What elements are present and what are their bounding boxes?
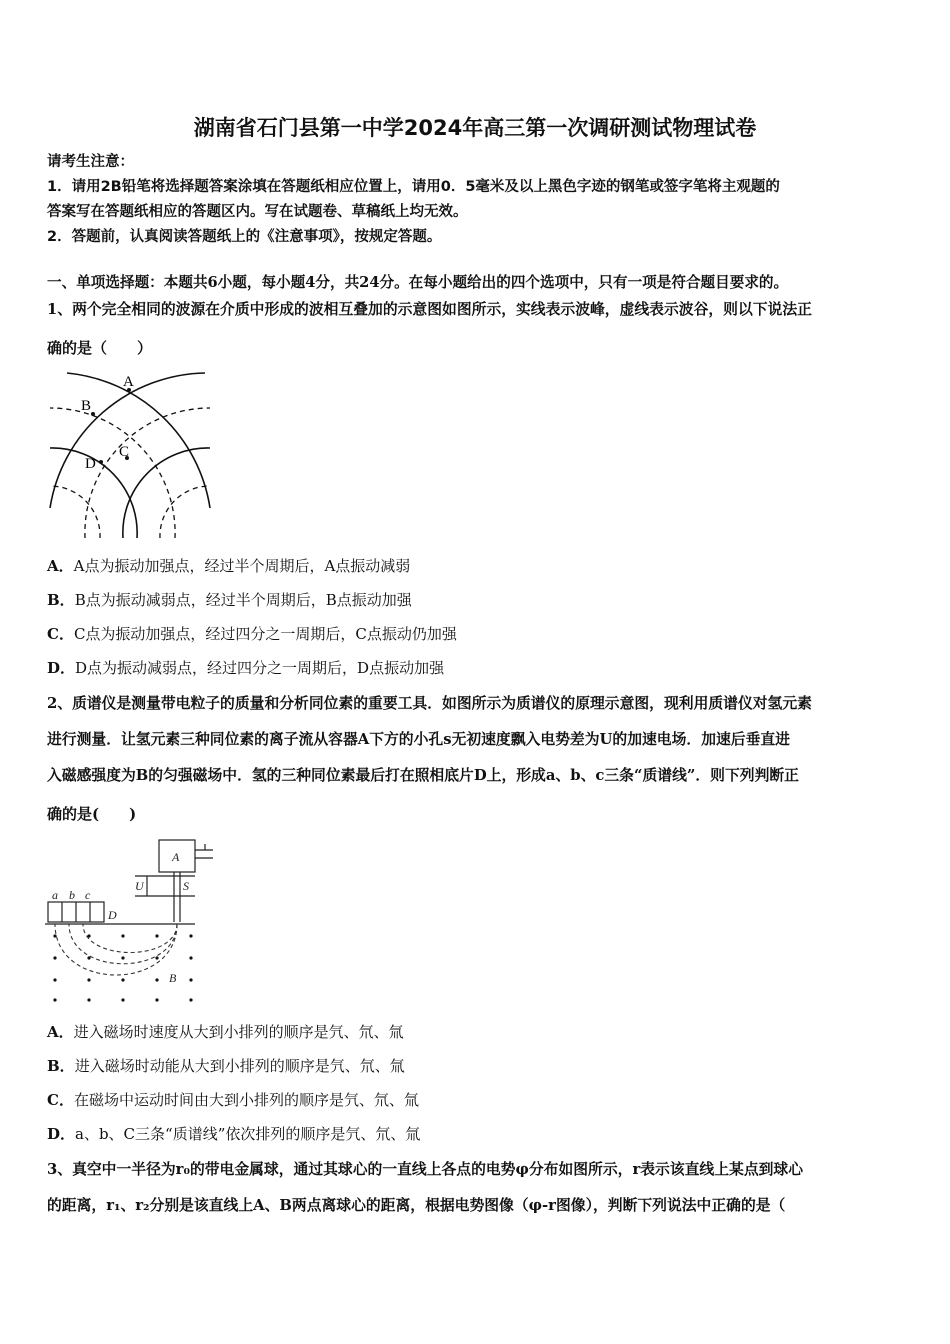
field-dot xyxy=(189,978,192,981)
q2-stem-line-2: 进行测量．让氢元素三种同位素的离子流从容器A下方的小孔s无初速度飘入电势差为U的加速电场．加速后垂直进 xyxy=(47,731,790,748)
q1-stem-line-1: 1、两个完全相同的波源在介质中形成的波相互叠加的示意图如图所示，实线表示波峰，虚线表示波谷，则以下说法正 xyxy=(47,301,812,318)
trough-arc-inner-right xyxy=(50,486,100,538)
label-line-c: c xyxy=(85,888,91,902)
q1-option-b-text: B点为振动减弱点，经过半个周期后，B点振动加强 xyxy=(74,591,412,609)
field-dot xyxy=(121,934,124,937)
label-point-d: D xyxy=(85,456,96,472)
q1-option-d-text: D点为振动减弱点，经过四分之一周期后，D点振动加强 xyxy=(75,659,445,677)
field-dot xyxy=(155,998,158,1001)
q2-stem-line-1: 2、质谱仪是测量带电粒子的质量和分析同位素的重要工具．如图所示为质谱仪的原理示意图，现利用质谱仪对氢元素 xyxy=(47,695,812,712)
field-dot xyxy=(53,934,56,937)
trough-arc-inner-left xyxy=(160,486,210,538)
q1-stem-line-2: 确的是（ ） xyxy=(47,339,153,357)
q1-option-c[interactable] xyxy=(47,624,457,644)
q3-stem-line-1: 3、真空中一半径为r₀的带电金属球，通过其球心的一直线上各点的电势φ分布如图所示，r表示该直线上某点到球心 xyxy=(47,1161,804,1178)
crest-arc-right xyxy=(67,373,210,508)
label-slit-s: S xyxy=(183,879,189,893)
label-plate-d: D xyxy=(108,908,117,922)
field-dot xyxy=(87,934,90,937)
q2-option-d[interactable] xyxy=(47,1124,420,1144)
q1-option-c-text: C点为振动加强点，经过四分之一周期后，C点振动仍加强 xyxy=(73,625,457,643)
q2-option-a-text: 进入磁场时速度从大到小排列的顺序是氕、氘、氚 xyxy=(73,1023,404,1041)
page-title: 湖南省石门县第一中学2024年高三第一次调研测试物理试卷 xyxy=(193,116,757,140)
label-line-b: b xyxy=(69,888,75,902)
q1-option-a-key: A． xyxy=(47,557,74,575)
mass-spectrometer-figure xyxy=(45,832,225,1012)
crest-arc-inner-left xyxy=(123,448,210,538)
field-dot xyxy=(87,998,90,1001)
label-voltage-u: U xyxy=(135,879,144,893)
notice-line-1: 1．请用2B铅笔将选择题答案涂填在答题纸相应位置上，请用0．5毫米及以上黑色字迹的钢笔或签字笔将主观题的 xyxy=(47,179,780,195)
q2-option-c-key: C． xyxy=(47,1091,74,1109)
label-point-b: B xyxy=(81,398,92,414)
q2-stem-line-3: 入磁感强度为B的匀强磁场中．氢的三种同位素最后打在照相底片D上，形成a、b、c三条“质谱线”．则下列判断正 xyxy=(47,767,799,784)
field-dot xyxy=(121,956,124,959)
q2-option-b-text: 进入磁场时动能从大到小排列的顺序是氕、氘、氚 xyxy=(74,1057,405,1075)
wave-interference-figure xyxy=(45,368,215,538)
field-dot xyxy=(189,956,192,959)
q1-option-a-text: A点为振动加强点，经过半个周期后，A点振动减弱 xyxy=(73,557,411,575)
q2-option-d-key: D． xyxy=(47,1125,76,1143)
point-b-dot xyxy=(91,412,95,416)
field-dot xyxy=(53,978,56,981)
field-dot xyxy=(189,998,192,1001)
q2-stem-line-4: 确的是( ) xyxy=(47,805,137,823)
point-d-dot xyxy=(99,460,103,464)
notice-line-2: 答案写在答题纸相应的答题区内。写在试题卷、草稿纸上均无效。 xyxy=(47,204,468,220)
q2-option-a-key: A． xyxy=(47,1023,74,1041)
container-pipe xyxy=(195,844,213,858)
q1-option-b[interactable] xyxy=(47,590,412,610)
notice-line-3: 2．答题前，认真阅读答题纸上的《注意事项》，按规定答题。 xyxy=(47,229,442,245)
field-dot xyxy=(87,978,90,981)
q2-option-c[interactable] xyxy=(47,1090,419,1110)
q3-stem-line-2: 的距离，r₁、r₂分别是该直线上A、B两点离球心的距离，根据电势图像（φ-r图像），判断下列说法中正确的是（ xyxy=(47,1197,786,1214)
field-dot xyxy=(87,956,90,959)
label-point-c: C xyxy=(119,444,130,460)
field-dot xyxy=(121,978,124,981)
q1-option-d-key: D． xyxy=(47,659,76,677)
notice-heading: 请考生注意： xyxy=(47,154,134,170)
label-box-a: A xyxy=(172,850,180,864)
q1-option-b-key: B． xyxy=(47,591,75,609)
field-dot xyxy=(53,998,56,1001)
crest-arc-left xyxy=(50,373,205,508)
trajectory-a xyxy=(55,924,177,975)
field-dot xyxy=(155,956,158,959)
q2-option-b[interactable] xyxy=(47,1056,405,1076)
field-dot xyxy=(155,934,158,937)
field-dot xyxy=(189,934,192,937)
field-dot xyxy=(121,998,124,1001)
label-point-a: A xyxy=(123,374,134,390)
q2-option-c-text: 在磁场中运动时间由大到小排列的顺序是氕、氘、氚 xyxy=(73,1091,419,1109)
q2-option-d-text: a、b、C三条“质谱线”依次排列的顺序是氕、氘、氚 xyxy=(75,1125,421,1143)
trajectory-c xyxy=(83,924,177,953)
q1-option-c-key: C． xyxy=(47,625,74,643)
label-line-a: a xyxy=(52,888,58,902)
section-heading: 一、单项选择题：本题共6小题，每小题4分，共24分。在每小题给出的四个选项中，只有一项是符合题目要求的。 xyxy=(47,274,789,291)
q2-option-a[interactable] xyxy=(47,1022,404,1042)
field-dot xyxy=(53,956,56,959)
label-field-b: B xyxy=(169,971,177,985)
field-dot xyxy=(155,978,158,981)
q2-option-b-key: B． xyxy=(47,1057,75,1075)
q1-option-a[interactable] xyxy=(47,556,410,576)
q1-option-d[interactable] xyxy=(47,658,444,678)
